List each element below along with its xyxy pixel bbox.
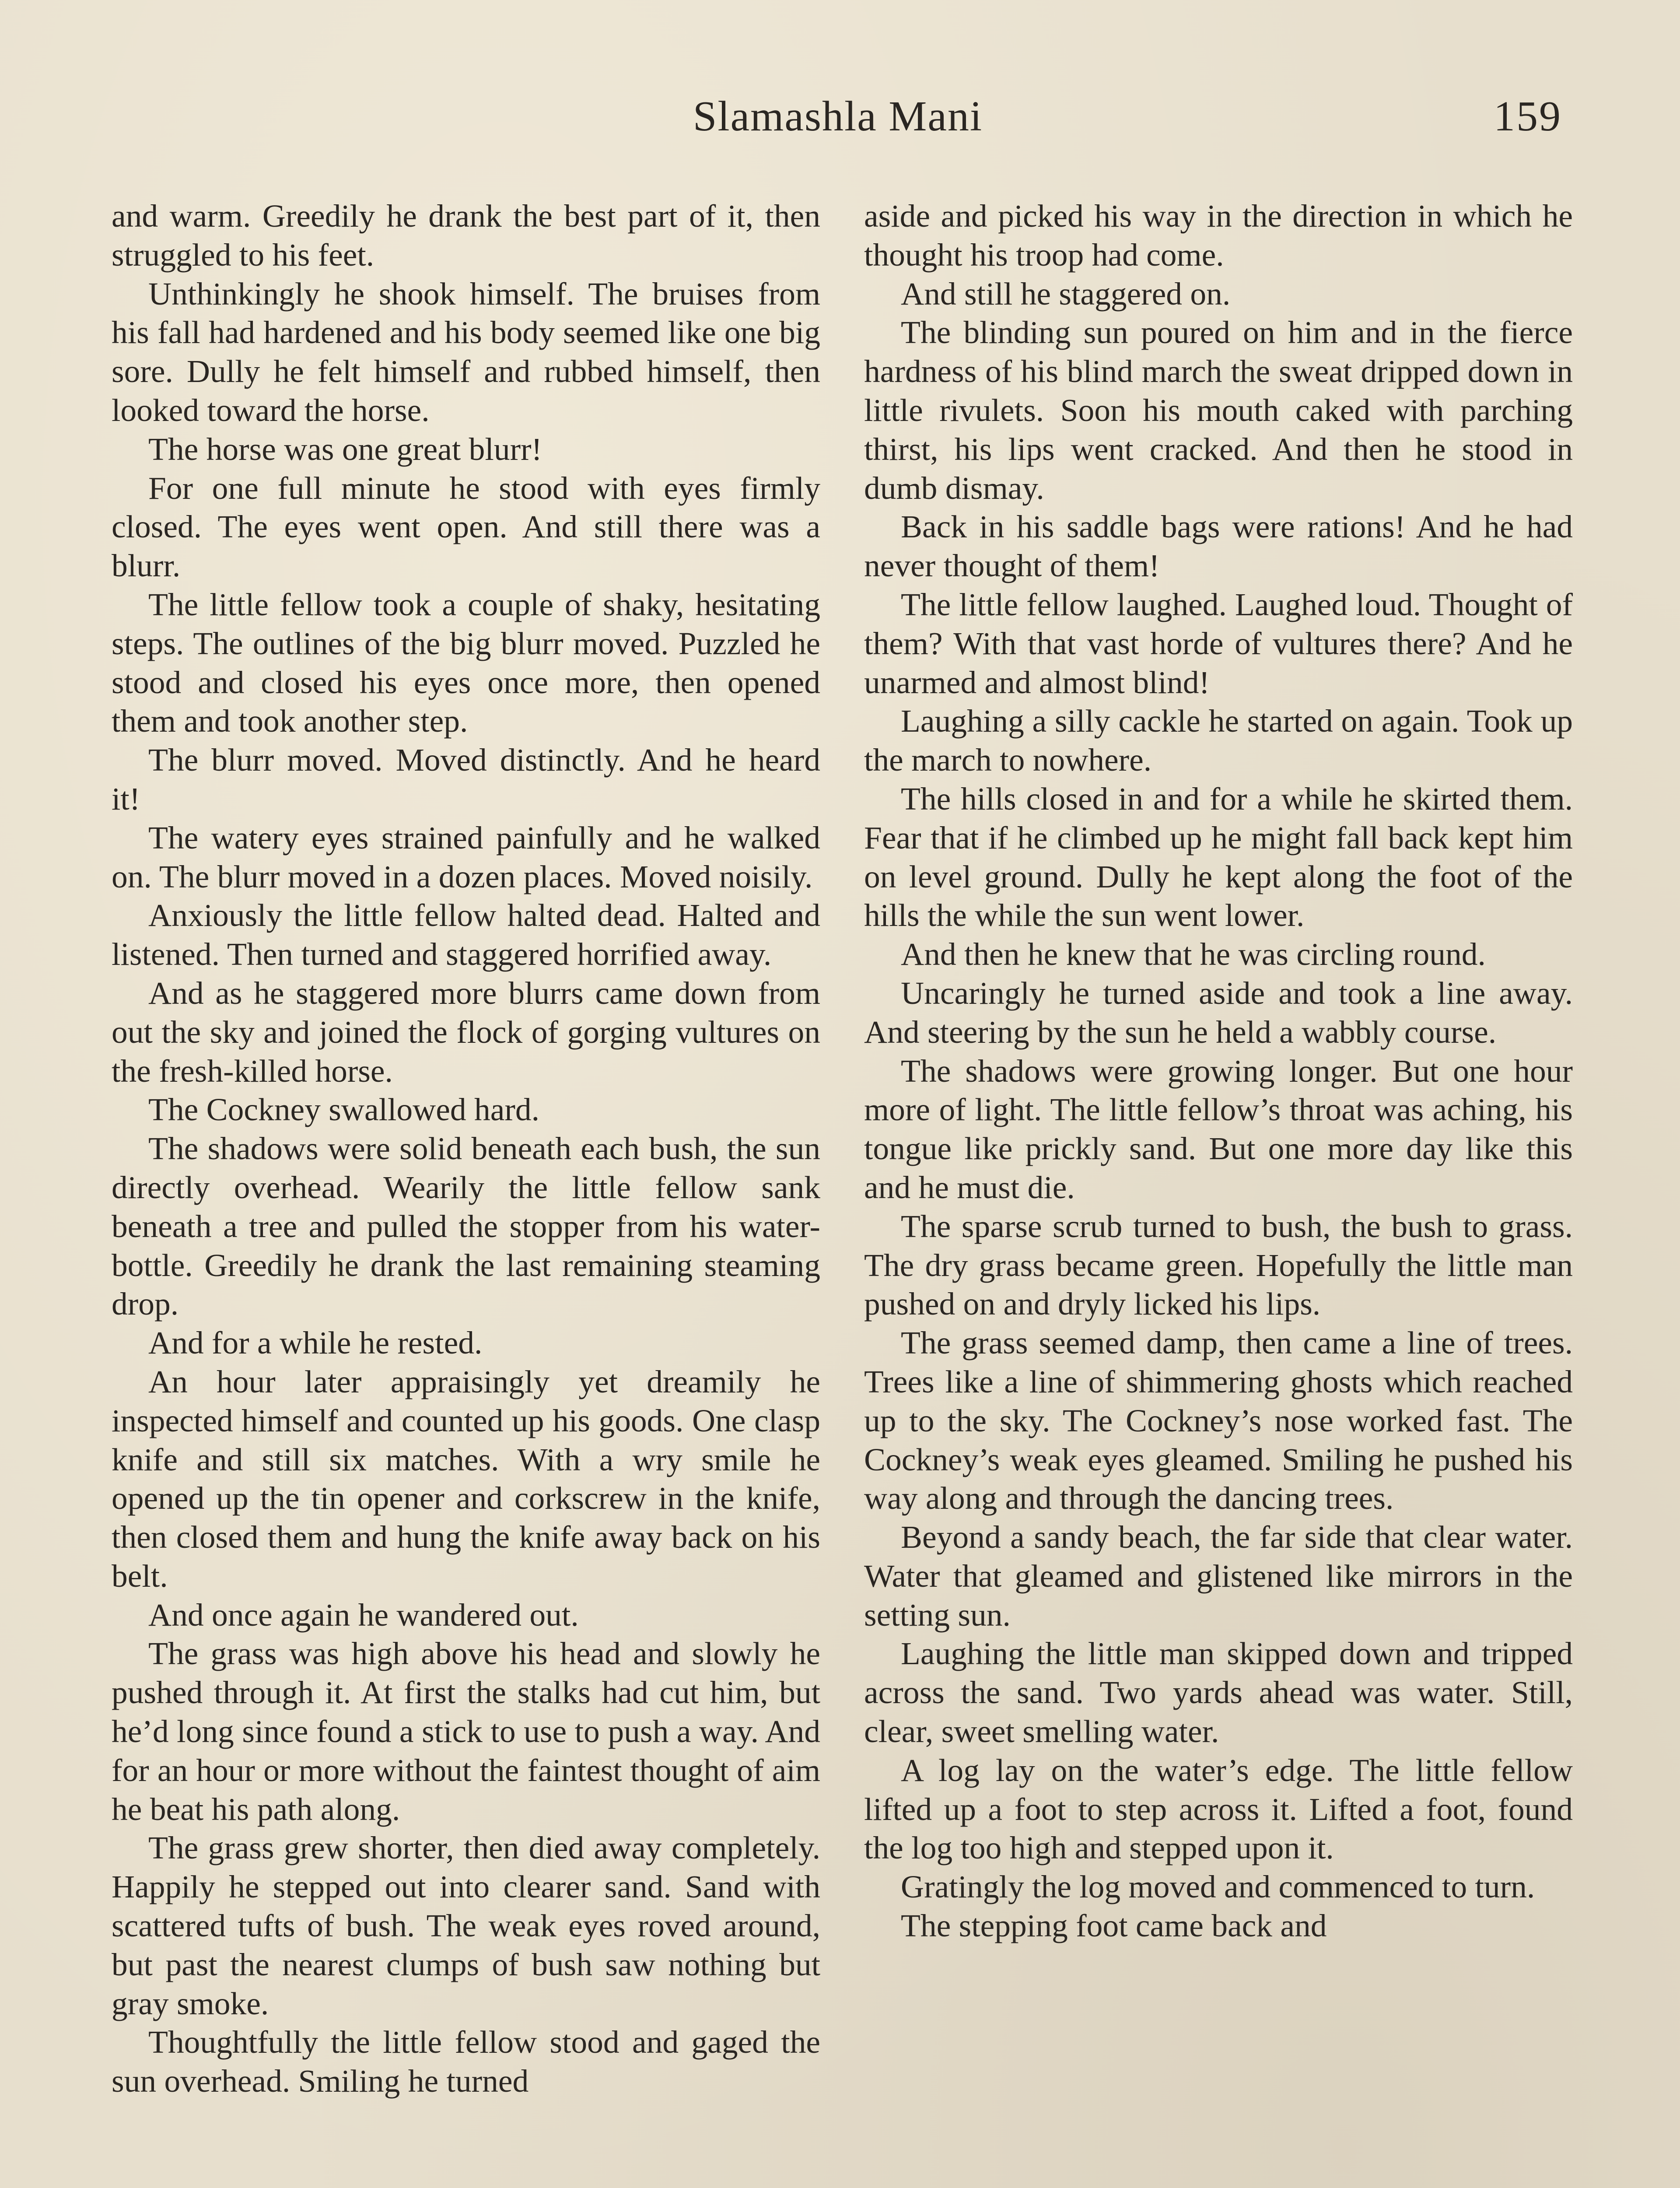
paragraph: Thoughtfully the little fellow stood and gaged the sun overhead. Smiling he turned [112,2024,820,2099]
paragraph: The little fellow took a couple of shaky, hesitating steps. The outlines of the big blurr moved. Puzzled he stood and closed his eyes once more, then opened them and took another step. [112,586,820,739]
paragraph: The hills closed in and for a while he skirted them. Fear that if he climbed up he might fall back kept him on level ground. Dully he kept along the foot of the hills the while the sun went lower. [864,781,1573,933]
text-columns [112,197,1573,2188]
paragraph: And for a while he rested. [148,1325,483,1361]
paragraph: The grass grew shorter, then died away completely. Happily he stepped out into clearer sand. Sand with scattered tufts of bush. The weak eyes roved around, but past the nearest clumps of bush saw nothing but gray smoke. [112,1830,820,2021]
paragraph: The grass seemed damp, then came a line of trees. Trees like a line of shimmering ghosts which reached up to the sky. The Cockney’s nose worked fast. The Cockney’s weak eyes gleamed. Smiling he pushed his way along and through the dancing trees. [864,1325,1573,1516]
paragraph: The shadows were solid beneath each bush, the sun directly overhead. Wearily the little fellow sank beneath a tree and pulled the stopper from his water-bottle. Greedily he drank the last remaining steaming drop. [112,1131,820,1322]
paragraph: Back in his saddle bags were rations! And he had never thought of them! [864,509,1573,584]
paragraph: The blinding sun poured on him and in the fierce hardness of his blind march the sweat dripped down in little rivulets. Soon his mouth caked with parching thirst, his lips went cracked. And then he stood in dumb dismay. [864,315,1573,506]
paragraph: And then he knew that he was circling round. [901,936,1486,972]
paragraph: The grass was high above his head and slowly he pushed through it. At first the stalks had cut him, but he’d long since found a stick to use to push a way. And for an hour or more without the faintest thought of aim he beat his path along. [112,1636,820,1827]
paragraph: And still he staggered on. [901,276,1231,312]
paragraph: aside and picked his way in the direction in which he thought his troop had come. [864,198,1573,273]
paragraph: The little fellow laughed. Laughed loud. Thought of them? With that vast horde of vultures there? And he unarmed and almost blind! [864,586,1573,700]
paragraph: The sparse scrub turned to bush, the bush to grass. The dry grass became green. Hopefully the little man pushed on and dryly licked his lips. [864,1208,1573,1322]
paragraph: The horse was one great blurr! [148,431,542,467]
running-title: Slamashla Mani [693,93,983,140]
paragraph: The watery eyes strained painfully and he walked on. The blurr moved in a dozen places. Moved noisily. [112,820,820,894]
paragraph: Unthinkingly he shook himself. The bruises from his fall had hardened and his body seemed like one big sore. Dully he felt himself and rubbed himself, then looked toward the horse. [112,276,820,428]
page-number: 159 [1494,93,1562,140]
paragraph: and warm. Greedily he drank the best part of it, then struggled to his feet. [112,198,820,273]
paragraph: For one full minute he stood with eyes firmly closed. The eyes went open. And still there was a blurr. [112,470,820,584]
paragraph: Anxiously the little fellow halted dead. Halted and listened. Then turned and staggered horrified away. [112,898,820,972]
paragraph: The shadows were growing longer. But one hour more of light. The little fellow’s throat was aching, his tongue like prickly sand. But one more day like this and he must die. [864,1053,1573,1205]
paragraph: A log lay on the water’s edge. The little fellow lifted up a foot to step across it. Lifted a foot, found the log too high and stepped upon it. [864,1752,1573,1866]
paragraph: Gratingly the log moved and commenced to turn. [901,1869,1535,1905]
paragraph: And once again he wandered out. [148,1597,579,1633]
paragraph: Beyond a sandy beach, the far side that clear water. Water that gleamed and glistened like mirrors in the setting sun. [864,1519,1573,1633]
left-column [112,197,820,2101]
paragraph: The Cockney swallowed hard. [148,1092,539,1128]
running-head [114,92,1562,158]
paragraph: Laughing the little man skipped down and tripped across the sand. Two yards ahead was water. Still, clear, sweet smelling water. [864,1636,1573,1750]
paragraph: An hour later appraisingly yet dreamily he inspected himself and counted up his goods. One clasp knife and still six matches. With a wry smile he opened up the tin opener and corkscrew in the knife, then closed them and hung the knife away back on his belt. [112,1364,820,1594]
paragraph: The stepping foot came back and [901,1908,1327,1944]
paragraph: The blurr moved. Moved distinctly. And he heard it! [112,742,820,817]
right-column [864,197,1573,1946]
paragraph: Laughing a silly cackle he started on again. Took up the march to nowhere. [864,703,1573,778]
paragraph: Uncaringly he turned aside and took a line away. And steering by the sun he held a wabbly course. [864,975,1573,1050]
paragraph: And as he staggered more blurrs came down from out the sky and joined the flock of gorging vultures on the fresh-killed horse. [112,975,820,1089]
